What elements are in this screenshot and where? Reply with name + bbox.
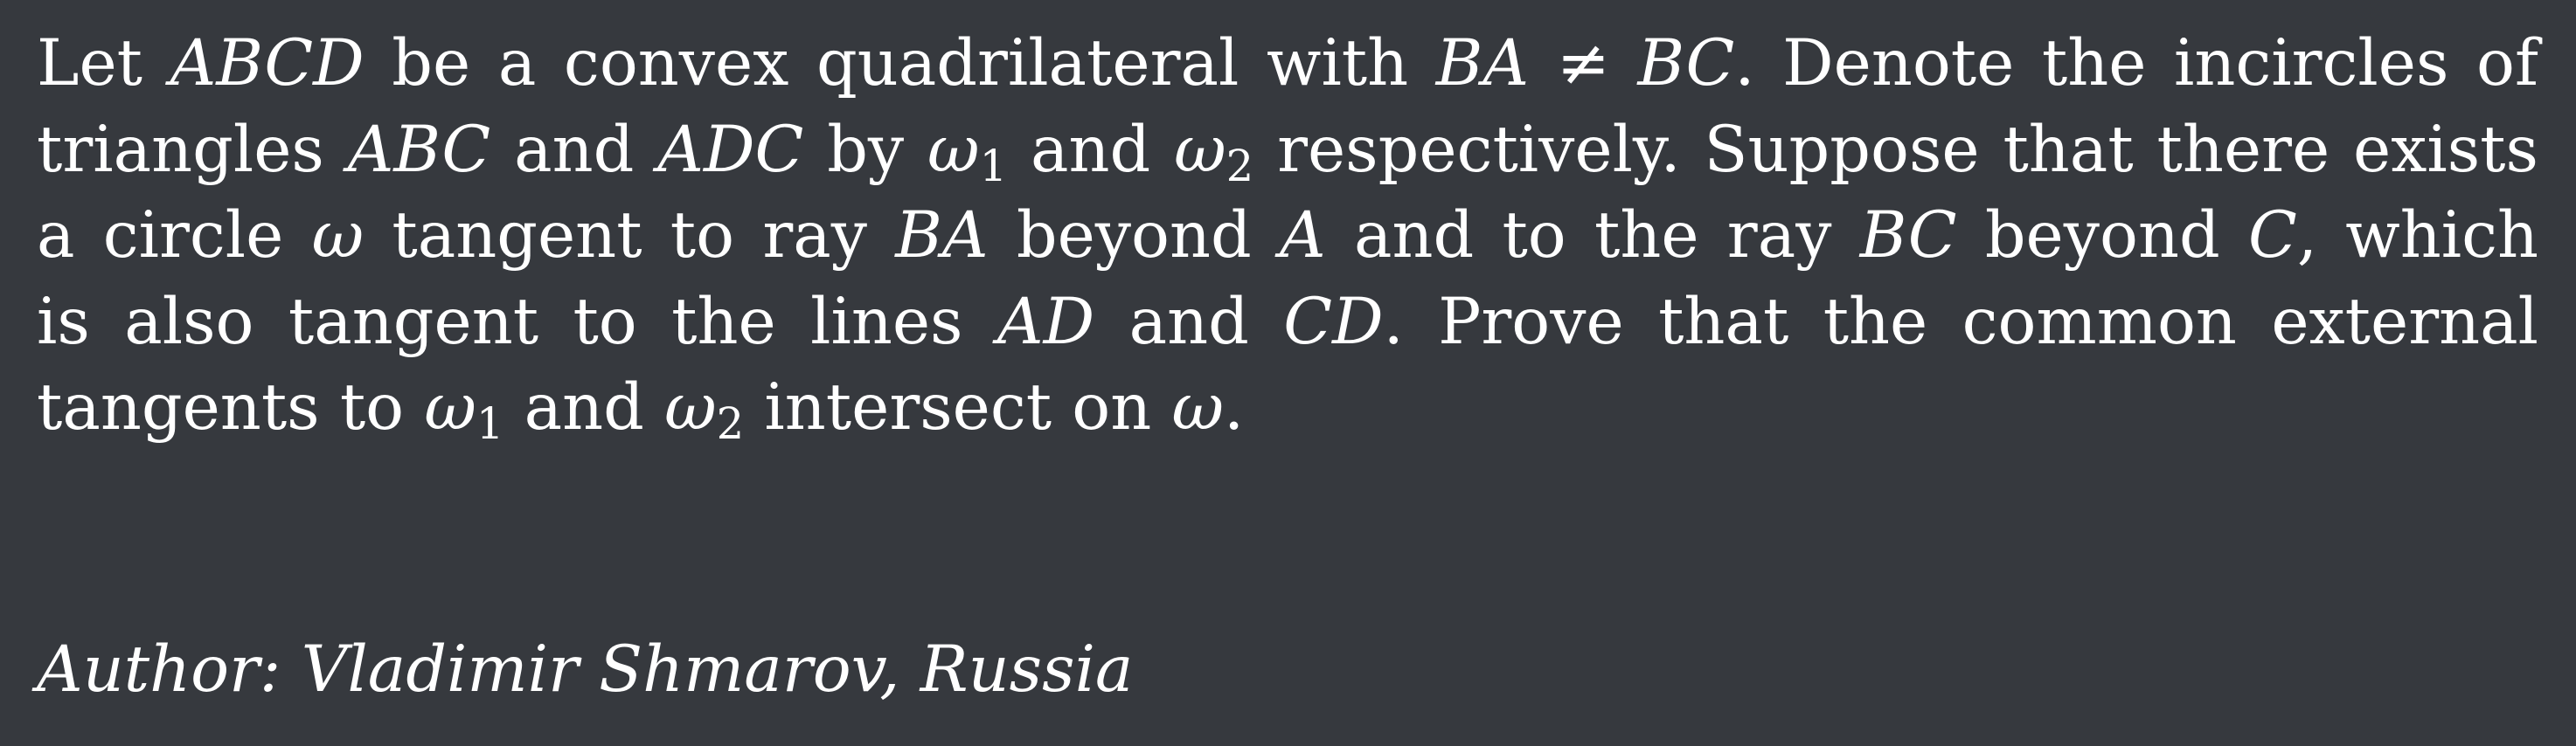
text-run: and [503, 370, 665, 445]
math-subscript: 2 [1226, 140, 1254, 191]
math-expression: BA [895, 198, 989, 273]
math-expression: ω [1174, 112, 1226, 187]
problem-line [37, 193, 2538, 280]
math-expression: BA ≠ BC [1435, 26, 1735, 100]
text-run: tangent to ray [364, 198, 896, 273]
text-run: and [1007, 112, 1175, 187]
text-run: be a convex quadrilateral with [364, 26, 1436, 100]
math-expression: ABCD [170, 26, 365, 100]
math-subscript: 1 [979, 140, 1008, 191]
math-expression: A [1279, 198, 1326, 273]
text-run: a circle [37, 198, 312, 273]
text-run: respectively. Suppose that there exists [1253, 112, 2538, 187]
math-expression: ω [311, 198, 365, 273]
text-run: . [1224, 370, 1245, 445]
problem-line [37, 107, 2538, 194]
math-subscript: 2 [716, 397, 745, 449]
text-run: intersect on [744, 370, 1172, 445]
math-expression: ABC [347, 112, 491, 187]
text-run: and [490, 112, 658, 187]
math-expression: ω [664, 370, 717, 445]
text-run: . Denote the incircles of [1734, 26, 2538, 100]
math-expression: BC [1859, 198, 1957, 273]
text-run: . Prove that the common external [1383, 284, 2539, 359]
problem-line [37, 280, 2538, 366]
text-run: beyond [1956, 198, 2248, 273]
math-expression: AD [996, 284, 1095, 359]
math-subscript: 1 [476, 397, 504, 449]
author-credit: Author: Vladimir Shmarov, Russia [37, 632, 1134, 707]
text-run: by [803, 112, 928, 187]
text-run: Let [37, 26, 170, 100]
text-run: triangles [37, 112, 348, 187]
problem-line [37, 21, 2538, 107]
math-expression: ω [927, 112, 980, 187]
math-expression: ADC [657, 112, 804, 187]
text-run: tangents to [37, 370, 425, 445]
math-expression: ω [1171, 370, 1225, 445]
math-expression: CD [1283, 284, 1384, 359]
text-run: beyond [988, 198, 1280, 273]
text-run: is also tangent to the lines [37, 284, 997, 359]
problem-line [37, 365, 2538, 452]
math-expression: C [2247, 198, 2297, 273]
problem-statement [37, 21, 2538, 452]
text-run: and [1094, 284, 1284, 359]
math-expression: ω [424, 370, 476, 445]
text-run: , which [2296, 198, 2539, 273]
text-run: and to the ray [1325, 198, 1860, 273]
